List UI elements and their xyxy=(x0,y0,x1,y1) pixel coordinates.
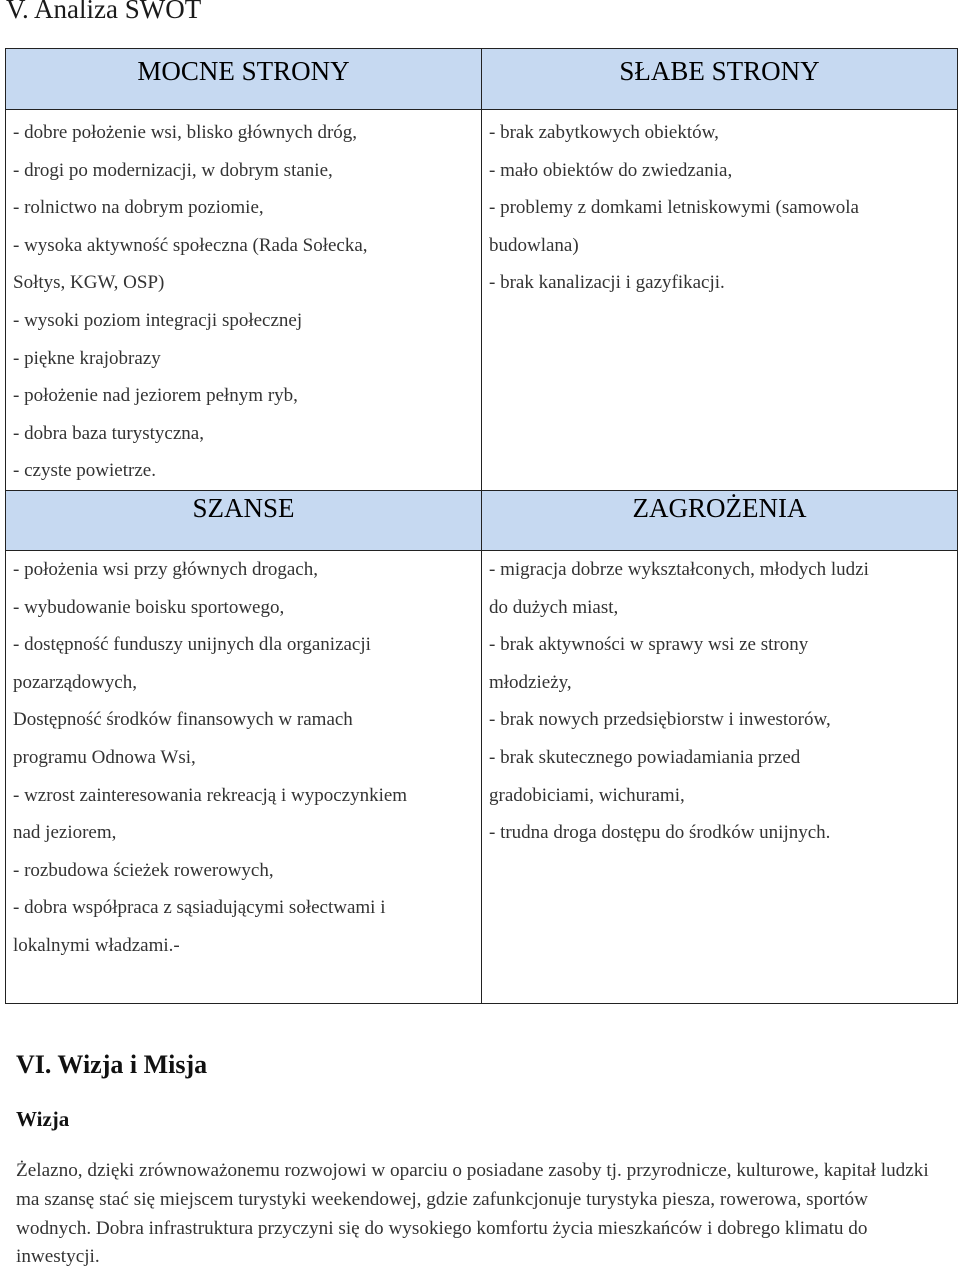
list-item: nad jeziorem, xyxy=(13,822,117,844)
list-item: - brak aktywności w sprawy wsi ze strony xyxy=(489,634,809,656)
list-item: młodzieży, xyxy=(489,671,572,693)
list-item: lokalnymi władzami.- xyxy=(13,934,180,956)
opportunities-header: SZANSE xyxy=(6,490,482,550)
list-item: - drogi po modernizacji, w dobrym stanie, xyxy=(13,159,333,181)
list-item: budowlana) xyxy=(489,234,579,256)
threats-list xyxy=(489,551,957,852)
list-item: - dobra baza turystyczna, xyxy=(13,422,204,444)
vision-subtitle: Wizja xyxy=(16,1107,70,1131)
list-item: - dobre położenie wsi, blisko głównych dróg, xyxy=(13,122,358,143)
strengths-cell xyxy=(6,110,482,491)
list-item: - rozbudowa ścieżek rowerowych, xyxy=(13,859,274,881)
opportunities-list xyxy=(13,551,481,965)
vision-section-title: VI. Wizja i Misja xyxy=(16,1050,208,1079)
list-item: Dostępność środków finansowych w ramach xyxy=(13,709,353,731)
weaknesses-list xyxy=(489,114,957,302)
list-item: - wysoka aktywność społeczna (Rada Sołecka, xyxy=(13,234,368,256)
list-item: - trudna droga dostępu do środków unijnych. xyxy=(489,822,831,844)
list-item: - migracja dobrze wykształconych, młodych ludzi xyxy=(489,558,869,580)
strengths-list xyxy=(13,114,481,490)
list-item: - dostępność funduszy unijnych dla organizacji xyxy=(13,634,371,656)
list-item: - położenia wsi przy głównych drogach, xyxy=(13,558,318,580)
list-item: pozarządowych, xyxy=(13,671,137,693)
weaknesses-cell xyxy=(482,110,958,491)
list-item: - wybudowanie boisku sportowego, xyxy=(13,596,285,618)
list-item: - wzrost zainteresowania rekreacją i wypoczynkiem xyxy=(13,784,408,806)
list-item: do dużych miast, xyxy=(489,596,619,618)
threats-cell xyxy=(482,550,958,1003)
list-item: - brak nowych przedsiębiorstw i inwestorów, xyxy=(489,709,831,731)
list-item: Sołtys, KGW, OSP) xyxy=(13,272,165,294)
list-item: - położenie nad jeziorem pełnym ryb, xyxy=(13,385,298,407)
opportunities-cell xyxy=(6,550,482,1003)
list-item: - czyste powietrze. xyxy=(13,460,156,482)
list-item: - mało obiektów do zwiedzania, xyxy=(489,159,733,181)
list-item: - piękne krajobrazy xyxy=(13,347,161,369)
list-item: - problemy z domkami letniskowymi (samowola xyxy=(489,197,859,219)
threats-header: ZAGROŻENIA xyxy=(482,490,958,550)
list-item: programu Odnowa Wsi, xyxy=(13,746,196,768)
list-item: - rolnictwo na dobrym poziomie, xyxy=(13,197,264,219)
list-item: - brak zabytkowych obiektów, xyxy=(489,122,719,143)
weaknesses-header: SŁABE STRONY xyxy=(482,49,958,110)
list-item: gradobiciami, wichurami, xyxy=(489,784,685,806)
swot-section-title: V. Analiza SWOT xyxy=(6,0,202,24)
list-item: - dobra współpraca z sąsiadującymi sołectwami i xyxy=(13,897,386,919)
vision-paragraph: Żelazno, dzięki zrównoważonemu rozwojowi w oparciu o posiadane zasoby tj. przyrodnicze, kulturowe, kapitał ludzki ma szansę stać się miejscem turystyki weekendowej, gdzie zafunkcjonuje turystyka piesza, rowerowa, sportów wodnych. Dobra infrastruktura przyczyni się do wysokiego komfortu życia mieszkańców i dobrego klimatu do inwestycji. xyxy=(16,1160,929,1268)
swot-table xyxy=(5,48,958,1004)
list-item: - brak skutecznego powiadamiania przed xyxy=(489,746,801,768)
list-item: - wysoki poziom integracji społecznej xyxy=(13,309,303,331)
list-item: - brak kanalizacji i gazyfikacji. xyxy=(489,272,725,294)
strengths-header: MOCNE STRONY xyxy=(6,49,482,110)
